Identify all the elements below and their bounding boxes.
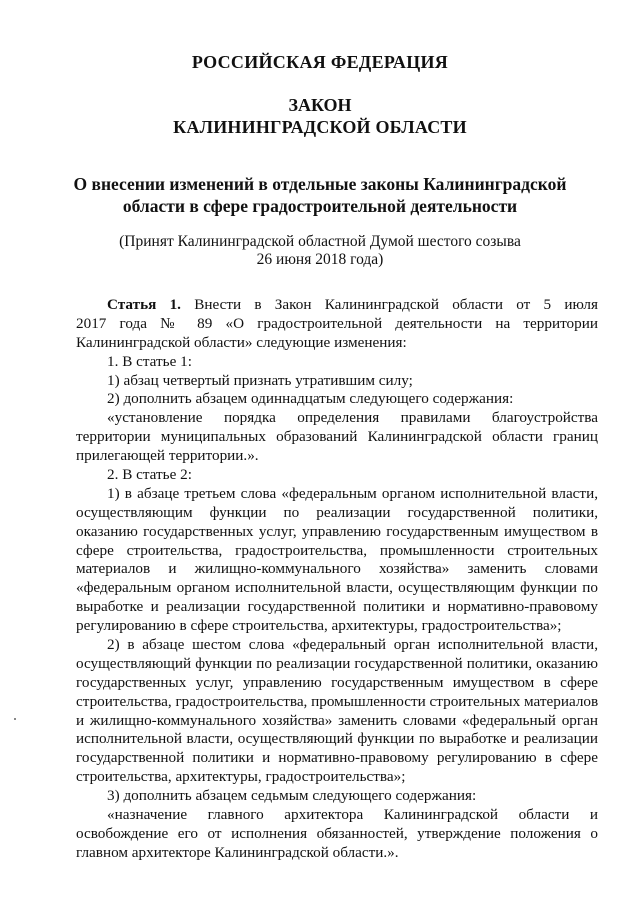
body-line: выработке и реализации государственной политики и нормативно-правовому	[76, 598, 598, 616]
body-line: 3) дополнить абзацем седьмым следующего содержания:	[107, 787, 477, 805]
law-title-line-1: О внесении изменений в отдельные законы Калининградской	[73, 174, 567, 194]
body-line: 2) в абзаце шестом слова «федеральный орган исполнительной власти,	[107, 636, 598, 654]
article-label: Статья 1.	[107, 296, 181, 313]
law-title-line-2: области в сфере градостроительной деятельности	[122, 196, 518, 216]
article-first-line	[76, 296, 598, 315]
body-line: осуществляющий функции по реализации государственной политики, оказанию	[76, 654, 598, 672]
adoption-note-line-2: 26 июня 2018 года)	[256, 251, 384, 268]
body-line: исполнительной власти, осуществляющий функции по выработке и реализации	[76, 730, 598, 748]
body-line: 1) абзац четвертый признать утратившим силу;	[107, 371, 413, 389]
country-heading: РОССИЙСКАЯ ФЕДЕРАЦИЯ	[191, 52, 449, 72]
body-line: строительства, архитектуры, градостроительства»;	[76, 768, 406, 786]
body-line: 1) в абзаце третьем слова «федеральным органом исполнительной власти,	[107, 484, 598, 502]
adoption-note-line-1: (Принят Калининградской областной Думой шестого созыва	[119, 233, 521, 250]
body-line: Калининградской области» следующие изменения:	[76, 333, 407, 351]
body-line: «установление порядка определения правилами благоустройства	[107, 409, 598, 427]
body-line: государственных услуг, управлению государственным имуществом в сфере	[76, 673, 598, 691]
body-line: строительства, градостроительства, промышленности строительных материалов	[76, 692, 598, 710]
body-line: прилегающей территории.».	[76, 447, 259, 465]
body-line: осуществляющим функции по реализации государственной политики,	[76, 503, 598, 521]
article-body	[76, 296, 598, 863]
body-line: сфере строительства, градостроительства, промышленности строительных	[76, 541, 598, 559]
law-heading: ЗАКОН	[288, 95, 352, 115]
body-line: регулированию в сфере строительства, архитектуры, градостроительства»;	[76, 617, 562, 635]
body-line: оказанию государственных услуг, управлению государственным имуществом в	[76, 522, 598, 540]
body-line: территории муниципальных образований Калининградской области границ	[76, 428, 598, 446]
region-heading: КАЛИНИНГРАДСКОЙ ОБЛАСТИ	[173, 117, 467, 137]
body-line: государственной политики и нормативно-правовому регулированию в сфере	[76, 749, 598, 767]
scan-speck	[14, 718, 16, 720]
article-first-line-text: Внести в Закон Калининградской области от 5 июля	[194, 296, 598, 313]
body-line: главном архитекторе Калининградской области.».	[76, 843, 399, 861]
body-line: 2017 года № 89 «О градостроительной деятельности на территории	[76, 314, 598, 332]
body-line: материалов и жилищно-коммунального хозяйства» заменить словами	[76, 560, 598, 578]
body-line: 2) дополнить абзацем одиннадцатым следующего содержания:	[107, 390, 514, 408]
body-line: «федеральным органом исполнительной власти, осуществляющим функции по	[76, 579, 598, 597]
body-line: «назначение главного архитектора Калининградской области и	[107, 806, 598, 824]
body-line: и жилищно-коммунального хозяйства» заменить словами «федеральный орган	[76, 711, 598, 729]
body-line: 2. В статье 2:	[107, 466, 192, 484]
body-line: освобождение его от исполнения обязанностей, утверждение положения о	[76, 824, 598, 842]
body-line: 1. В статье 1:	[107, 352, 192, 370]
